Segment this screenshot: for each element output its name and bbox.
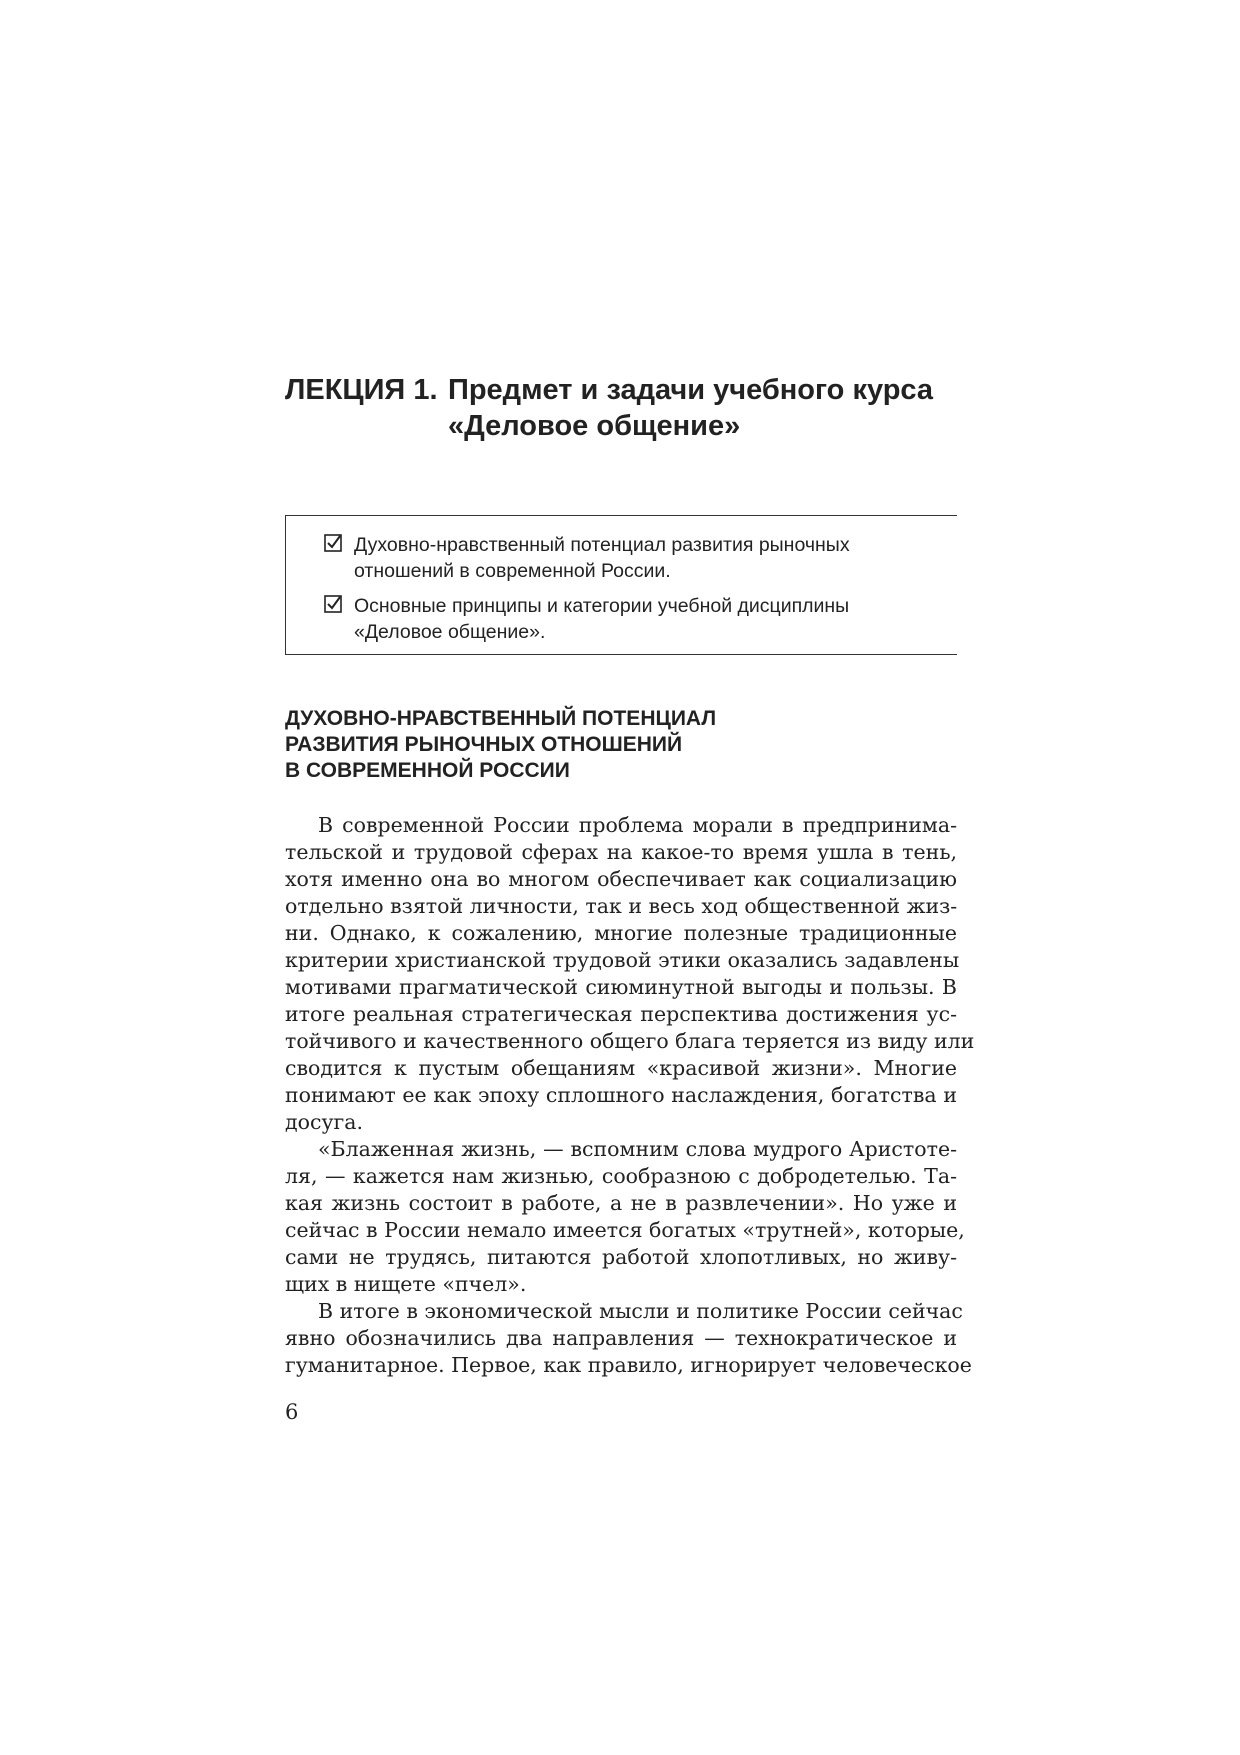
- paragraph-line: тельской и трудовой сферах на какое-то время ушла в тень,: [285, 840, 957, 864]
- paragraph-line: тойчивого и качественного общего блага теряется из виду или: [285, 1029, 975, 1053]
- outline-item-text: [354, 593, 944, 645]
- outline-line: отношений в современной России.: [354, 560, 671, 582]
- paragraph-line: хотя именно она во многом обеспечивает как социализацию: [285, 867, 957, 891]
- paragraph-line: щих в нищете «пчел».: [285, 1272, 527, 1296]
- paragraph-line: сводится к пустым обещаниям «красивой жизни». Многие: [285, 1056, 957, 1080]
- chapter-label: ЛЕКЦИЯ 1.: [285, 374, 438, 406]
- paragraph: [285, 1298, 972, 1379]
- paragraph-line: отдельно взятой личности, так и весь ход общественной жиз-: [285, 894, 958, 918]
- page: [285, 0, 975, 1755]
- paragraph: [285, 1136, 965, 1298]
- chapter-outline-box: [285, 515, 957, 655]
- paragraph-line: сами не трудясь, питаются работой хлопотливых, но живу-: [285, 1245, 957, 1269]
- paragraph-line: В итоге в экономической мысли и политике России сейчас: [318, 1299, 963, 1323]
- section-title-line: ДУХОВНО-НРАВСТВЕННЫЙ ПОТЕНЦИАЛ: [285, 707, 717, 730]
- section-title: [285, 706, 957, 784]
- outline-line: Основные принципы и категории учебной дисциплины: [354, 595, 850, 617]
- paragraph-line: ни. Однако, к сожалению, многие полезные традиционные: [285, 921, 957, 945]
- chapter-name: [448, 372, 933, 444]
- paragraph-line: кая жизнь состоит в работе, а не в развлечении». Но уже и: [285, 1191, 957, 1215]
- outline-line: «Деловое общение».: [354, 621, 546, 643]
- paragraph-line: «Блаженная жизнь, — вспомним слова мудрого Аристоте-: [318, 1137, 957, 1161]
- paragraph-line: понимают ее как эпоху сплошного наслаждения, богатства и: [285, 1083, 957, 1107]
- paragraph: [285, 812, 975, 1136]
- page-number: 6: [285, 1400, 299, 1424]
- checked-box-icon: [324, 595, 342, 613]
- section-title-line: РАЗВИТИЯ РЫНОЧНЫХ ОТНОШЕНИЙ: [285, 733, 683, 756]
- paragraph-line: ля, — кажется нам жизнью, сообразною с добродетелью. Та-: [285, 1164, 957, 1188]
- paragraph-line: В современной России проблема морали в предпринима-: [318, 813, 957, 837]
- chapter-title-line: Предмет и задачи учебного курса: [448, 374, 934, 406]
- body-text: [285, 812, 975, 1379]
- paragraph-line: гуманитарное. Первое, как правило, игнорирует человеческое: [285, 1353, 972, 1377]
- paragraph-line: итоге реальная стратегическая перспектива достижения ус-: [285, 1002, 957, 1026]
- checked-box-icon: [324, 534, 342, 552]
- chapter-title-line: «Деловое общение»: [448, 410, 741, 442]
- outline-item-text: [354, 532, 944, 584]
- paragraph-line: явно обозначились два направления — технократическое и: [285, 1326, 957, 1350]
- paragraph-line: сейчас в России немало имеется богатых «трутней», которые,: [285, 1218, 965, 1242]
- section-title-line: В СОВРЕМЕННОЙ РОССИИ: [285, 759, 570, 782]
- outline-line: Духовно-нравственный потенциал развития рыночных: [354, 534, 850, 556]
- paragraph-line: досуга.: [285, 1110, 363, 1134]
- paragraph-line: мотивами прагматической сиюминутной выгоды и пользы. В: [285, 975, 957, 999]
- paragraph-line: критерии христианской трудовой этики оказались задавлены: [285, 948, 960, 972]
